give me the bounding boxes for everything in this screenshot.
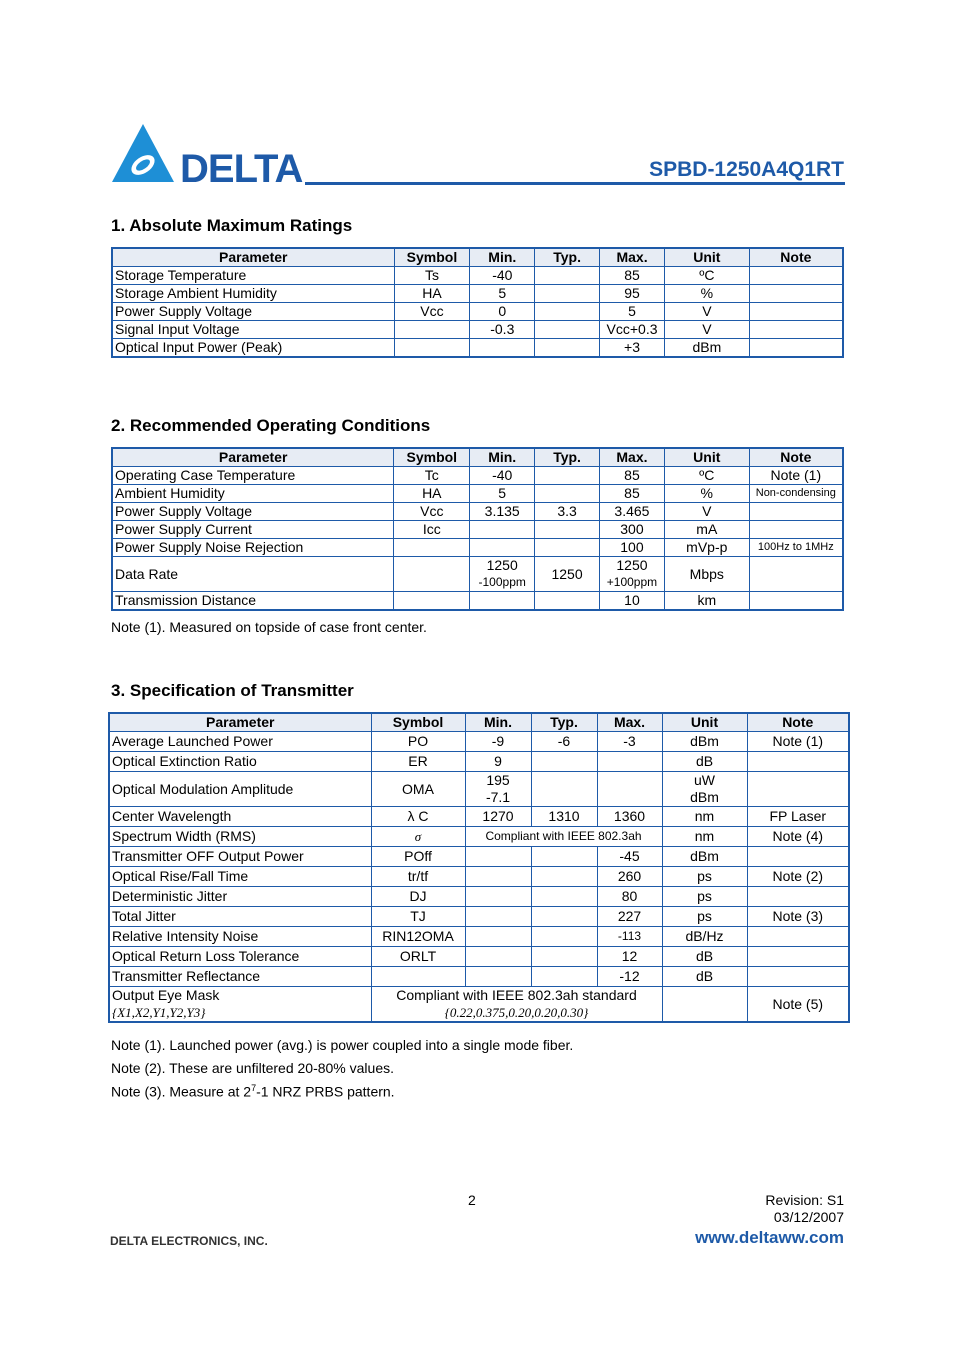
table-row <box>112 285 843 303</box>
cell: Average Launched Power <box>109 732 371 752</box>
cell: 0 <box>470 303 535 321</box>
cell: DJ <box>371 887 465 907</box>
cell <box>535 303 600 321</box>
cell <box>371 987 662 1023</box>
table-row <box>109 867 849 887</box>
cell: Deterministic Jitter <box>109 887 371 907</box>
table-row <box>109 947 849 967</box>
table-row <box>112 303 843 321</box>
cell <box>531 887 597 907</box>
cell: 1270 <box>465 807 531 827</box>
cell <box>531 907 597 927</box>
cell-sub: {0.22,0.375,0.20,0.20,0.30} <box>444 1005 589 1020</box>
cell <box>394 557 470 592</box>
table-row <box>109 807 849 827</box>
cell <box>465 847 531 867</box>
cell <box>749 285 843 303</box>
cell: HA <box>394 485 470 503</box>
cell <box>531 752 597 772</box>
cell: 260 <box>597 867 662 887</box>
cell: Optical Modulation Amplitude <box>109 772 371 807</box>
header-rule <box>305 182 845 185</box>
cell <box>749 303 843 321</box>
cell: σ <box>371 827 465 847</box>
cell: 100Hz to 1MHz <box>749 539 843 557</box>
cell: 80 <box>597 887 662 907</box>
cell: 1310 <box>531 807 597 827</box>
cell <box>535 339 600 358</box>
cell: nm <box>662 807 747 827</box>
table-row <box>112 539 843 557</box>
cell: Ambient Humidity <box>112 485 394 503</box>
cell: % <box>664 485 749 503</box>
col-header: Parameter <box>109 713 371 732</box>
cell: Power Supply Noise Rejection <box>112 539 394 557</box>
col-header: Max. <box>599 448 664 467</box>
cell: Note (2) <box>747 867 849 887</box>
cell: +3 <box>600 339 665 358</box>
cell: V <box>664 503 749 521</box>
cell <box>465 947 531 967</box>
section1-title: 1. Absolute Maximum Ratings <box>111 216 353 235</box>
cell: Ts <box>394 267 470 285</box>
cell <box>749 557 843 592</box>
col-header: Symbol <box>371 713 465 732</box>
cell: 5 <box>600 303 665 321</box>
cell <box>531 772 597 807</box>
col-header: Typ. <box>535 248 600 267</box>
cell: Spectrum Width (RMS) <box>109 827 371 847</box>
table-row <box>109 967 849 987</box>
cell: Optical Return Loss Tolerance <box>109 947 371 967</box>
section3-note-3 <box>111 1083 395 1100</box>
cell: Tc <box>394 467 470 485</box>
cell <box>531 867 597 887</box>
col-header: Unit <box>665 248 750 267</box>
cell <box>535 485 600 503</box>
col-header: Typ. <box>531 713 597 732</box>
cell: ºC <box>664 467 749 485</box>
cell <box>749 503 843 521</box>
cell <box>747 752 849 772</box>
cell <box>749 592 843 611</box>
cell: 85 <box>599 467 664 485</box>
cell: 100 <box>599 539 664 557</box>
cell: Operating Case Temperature <box>112 467 394 485</box>
cell-value: Output Eye Mask <box>112 987 220 1003</box>
table-row <box>112 321 843 339</box>
cell: 10 <box>599 592 664 611</box>
cell <box>747 927 849 947</box>
cell <box>371 967 465 987</box>
col-header: Note <box>747 713 849 732</box>
revision: Revision: S1 <box>765 1192 844 1208</box>
cell: -12 <box>597 967 662 987</box>
cell: λ C <box>371 807 465 827</box>
table-row <box>109 887 849 907</box>
cell: Optical Extinction Ratio <box>109 752 371 772</box>
page-number: 2 <box>468 1192 476 1208</box>
cell: ORLT <box>371 947 465 967</box>
cell <box>747 967 849 987</box>
cell <box>465 772 531 807</box>
section3-title: 3. Specification of Transmitter <box>111 681 354 700</box>
section3-note-1: Note (1). Launched power (avg.) is power coupled into a single mode fiber. <box>111 1037 574 1053</box>
cell: -45 <box>597 847 662 867</box>
cell: 300 <box>599 521 664 539</box>
cell <box>531 967 597 987</box>
cell <box>662 772 747 807</box>
cell <box>109 987 371 1023</box>
cell: POff <box>371 847 465 867</box>
table-row <box>109 847 849 867</box>
cell: Note (4) <box>747 827 849 847</box>
cell <box>394 339 470 358</box>
cell: mVp-p <box>664 539 749 557</box>
cell: dBm <box>665 339 750 358</box>
cell-sub: -100ppm <box>478 575 526 589</box>
cell <box>394 592 470 611</box>
cell: ps <box>662 867 747 887</box>
cell: -3 <box>597 732 662 752</box>
cell: 3.465 <box>599 503 664 521</box>
section2-note: Note (1). Measured on topside of case front center. <box>111 619 427 635</box>
cell-value: 1250 <box>486 557 518 573</box>
cell: Vcc <box>394 503 470 521</box>
cell: 85 <box>599 485 664 503</box>
note-text: -1 NRZ PRBS pattern. <box>256 1083 395 1100</box>
cell: Total Jitter <box>109 907 371 927</box>
cell <box>535 321 600 339</box>
table-row <box>109 907 849 927</box>
cell <box>747 847 849 867</box>
col-header: Max. <box>600 248 665 267</box>
cell: Optical Rise/Fall Time <box>109 867 371 887</box>
cell <box>394 321 470 339</box>
cell: Storage Ambient Humidity <box>112 285 394 303</box>
cell <box>749 267 843 285</box>
table-row <box>112 467 843 485</box>
cell <box>531 947 597 967</box>
cell-value: dBm <box>690 789 719 805</box>
cell: Power Supply Voltage <box>112 303 394 321</box>
cell <box>465 867 531 887</box>
cell: ps <box>662 887 747 907</box>
cell <box>465 907 531 927</box>
cell <box>465 927 531 947</box>
cell: Center Wavelength <box>109 807 371 827</box>
cell <box>597 752 662 772</box>
cell: V <box>665 303 750 321</box>
cell: Note (5) <box>747 987 849 1023</box>
cell: Non-condensing <box>749 485 843 503</box>
cell: -9 <box>465 732 531 752</box>
cell: FP Laser <box>747 807 849 827</box>
website-link[interactable]: www.deltaww.com <box>695 1228 844 1247</box>
cell: Vcc+0.3 <box>600 321 665 339</box>
cell: 1360 <box>597 807 662 827</box>
cell <box>747 887 849 907</box>
cell: dBm <box>662 847 747 867</box>
absolute-max-ratings-table <box>111 247 844 358</box>
cell <box>597 772 662 807</box>
cell-value: 1250 <box>616 557 648 573</box>
cell: Storage Temperature <box>112 267 394 285</box>
table-row <box>109 732 849 752</box>
cell: ps <box>662 907 747 927</box>
col-header: Note <box>749 448 843 467</box>
note-superscript: 7 <box>251 1083 257 1093</box>
col-header: Min. <box>465 713 531 732</box>
cell: -6 <box>531 732 597 752</box>
cell <box>470 592 535 611</box>
cell-sub: +100ppm <box>606 575 658 589</box>
cell <box>531 847 597 867</box>
cell: PO <box>371 732 465 752</box>
col-header: Unit <box>664 448 749 467</box>
cell: 1250 <box>535 557 600 592</box>
cell: Vcc <box>394 303 470 321</box>
table-row <box>112 521 843 539</box>
section2-title: 2. Recommended Operating Conditions <box>111 416 431 435</box>
cell: Note (1) <box>747 732 849 752</box>
table-row <box>112 267 843 285</box>
cell <box>535 539 600 557</box>
cell: 85 <box>600 267 665 285</box>
cell <box>747 947 849 967</box>
col-header: Min. <box>470 448 535 467</box>
col-header: Typ. <box>535 448 600 467</box>
cell <box>535 267 600 285</box>
cell: 3.135 <box>470 503 535 521</box>
cell <box>749 321 843 339</box>
col-header: Symbol <box>394 448 470 467</box>
company-name: DELTA ELECTRONICS, INC. <box>110 1234 268 1248</box>
cell: Relative Intensity Noise <box>109 927 371 947</box>
section3-note-2: Note (2). These are unfiltered 20-80% values. <box>111 1060 395 1076</box>
cell <box>535 285 600 303</box>
cell: dB <box>662 947 747 967</box>
cell: Power Supply Voltage <box>112 503 394 521</box>
cell: 227 <box>597 907 662 927</box>
cell: nm <box>662 827 747 847</box>
table-row <box>112 339 843 358</box>
cell <box>465 967 531 987</box>
cell <box>535 521 600 539</box>
col-header: Symbol <box>394 248 470 267</box>
cell: Transmitter Reflectance <box>109 967 371 987</box>
cell <box>662 987 747 1023</box>
cell-value: uW <box>694 772 715 788</box>
table-row <box>109 752 849 772</box>
table-row <box>112 485 843 503</box>
col-header: Min. <box>470 248 535 267</box>
col-header: Unit <box>662 713 747 732</box>
cell <box>749 339 843 358</box>
cell: RIN12OMA <box>371 927 465 947</box>
cell <box>470 557 535 592</box>
col-header: Parameter <box>112 448 394 467</box>
cell: 9 <box>465 752 531 772</box>
cell <box>394 539 470 557</box>
col-header: Parameter <box>112 248 394 267</box>
table-row <box>109 927 849 947</box>
cell: dB <box>662 752 747 772</box>
cell: ER <box>371 752 465 772</box>
cell: Note (3) <box>747 907 849 927</box>
cell <box>749 521 843 539</box>
cell <box>531 927 597 947</box>
table-row <box>109 987 849 1023</box>
cell: dBm <box>662 732 747 752</box>
svg-text:DELTA: DELTA <box>180 147 303 186</box>
cell-value: 195 <box>486 772 510 788</box>
cell: TJ <box>371 907 465 927</box>
cell-sub: {X1,X2,Y1,Y2,Y3} <box>112 1005 206 1020</box>
cell: -40 <box>470 267 535 285</box>
cell: Power Supply Current <box>112 521 394 539</box>
transmitter-spec-table <box>108 712 850 1023</box>
cell: Mbps <box>664 557 749 592</box>
cell: Compliant with IEEE 802.3ah <box>465 827 662 847</box>
cell: dB <box>662 967 747 987</box>
table-row <box>109 827 849 847</box>
cell <box>470 521 535 539</box>
cell-value: -7.1 <box>485 789 511 805</box>
cell <box>470 539 535 557</box>
recommended-operating-table <box>111 447 844 611</box>
cell: Icc <box>394 521 470 539</box>
cell <box>535 592 600 611</box>
col-header: Max. <box>597 713 662 732</box>
revision-date: 03/12/2007 <box>773 1209 844 1225</box>
cell <box>747 772 849 807</box>
cell: 5 <box>470 485 535 503</box>
cell: tr/tf <box>371 867 465 887</box>
cell: V <box>665 321 750 339</box>
cell: dB/Hz <box>662 927 747 947</box>
table-row <box>112 557 843 592</box>
cell: Optical Input Power (Peak) <box>112 339 394 358</box>
cell: % <box>665 285 750 303</box>
cell: HA <box>394 285 470 303</box>
part-number: SPBD-1250A4Q1RT <box>649 158 844 181</box>
table-row <box>109 772 849 807</box>
col-header: Note <box>749 248 843 267</box>
cell <box>465 887 531 907</box>
cell: 95 <box>600 285 665 303</box>
delta-logo <box>110 122 305 186</box>
cell: Transmitter OFF Output Power <box>109 847 371 867</box>
cell <box>599 557 664 592</box>
cell: Data Rate <box>112 557 394 592</box>
cell: Transmission Distance <box>112 592 394 611</box>
cell: -113 <box>597 927 662 947</box>
cell <box>470 339 535 358</box>
cell: 12 <box>597 947 662 967</box>
cell: 3.3 <box>535 503 600 521</box>
cell: ºC <box>665 267 750 285</box>
note-text: Note (3). Measure at 2 <box>111 1083 252 1100</box>
revision-block <box>765 1192 844 1226</box>
table-row <box>112 592 843 611</box>
cell: OMA <box>371 772 465 807</box>
cell: -0.3 <box>470 321 535 339</box>
cell: Note (1) <box>749 467 843 485</box>
cell: 5 <box>470 285 535 303</box>
cell <box>535 467 600 485</box>
cell: -40 <box>470 467 535 485</box>
cell: Signal Input Voltage <box>112 321 394 339</box>
cell: mA <box>664 521 749 539</box>
cell-value: Compliant with IEEE 802.3ah standard <box>396 987 637 1003</box>
table-row <box>112 503 843 521</box>
cell: km <box>664 592 749 611</box>
